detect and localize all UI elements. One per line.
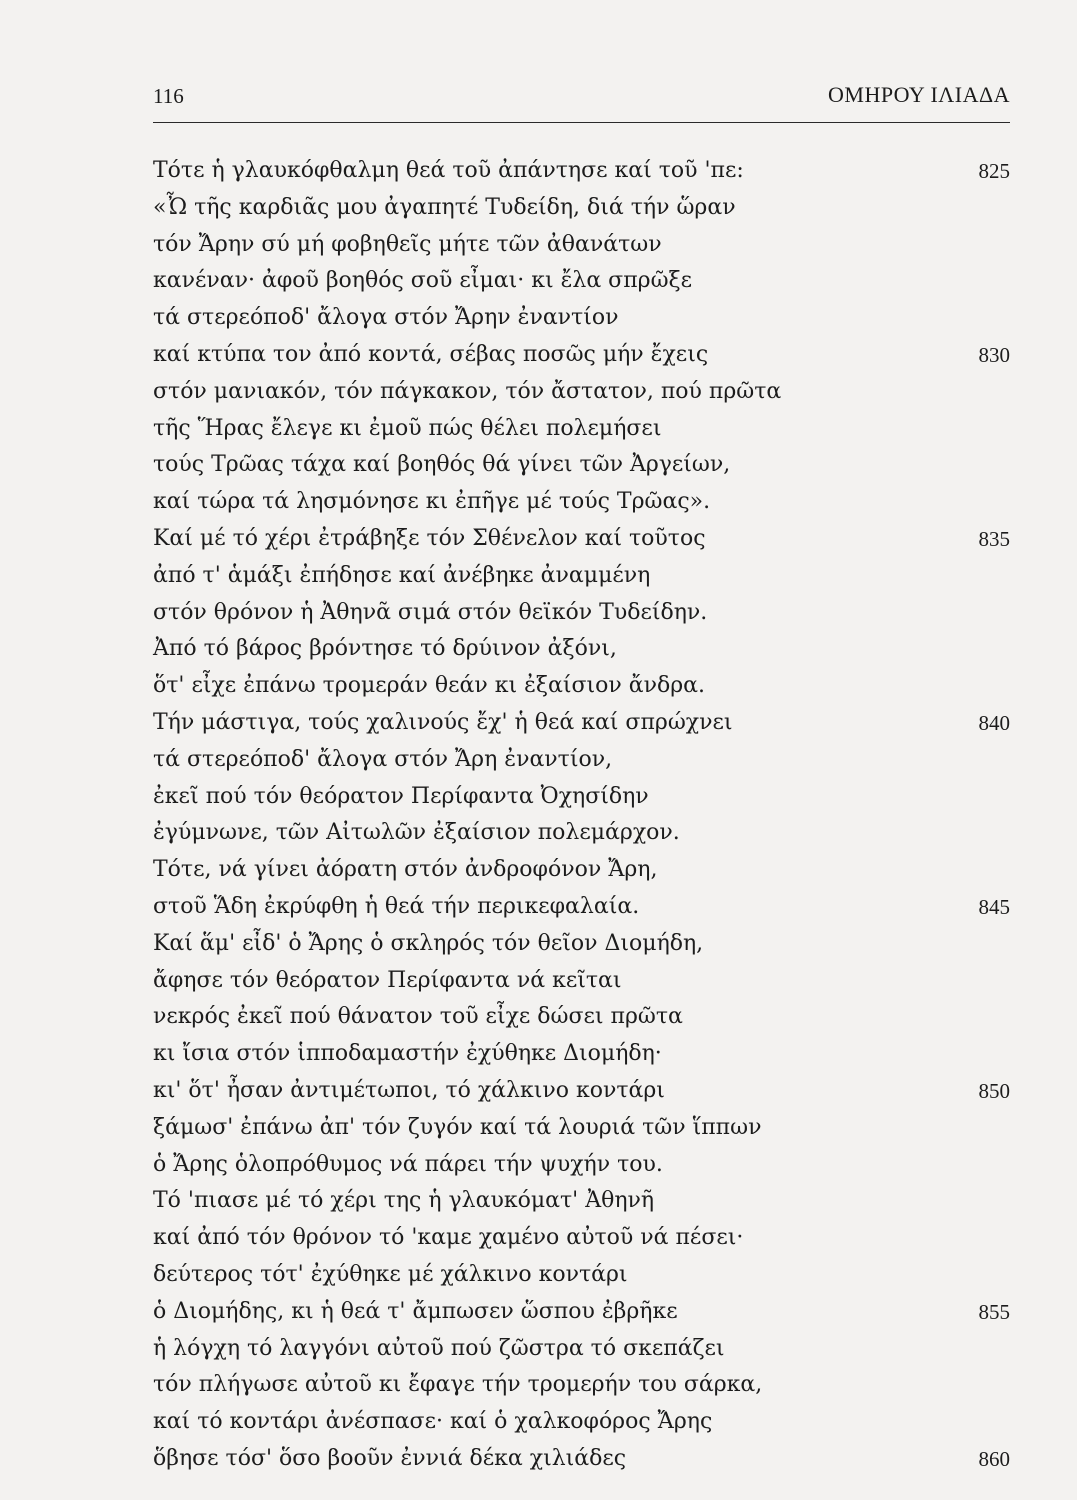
verse-line: [153, 600, 1010, 637]
line-number: 835: [978, 526, 1010, 551]
verse-text: καί ἀπό τόν θρόνον τό 'καμε χαμένο αὐτοῦ νά πέσει·: [153, 1225, 744, 1251]
verse-line: [153, 526, 1010, 563]
verse-line: [153, 784, 1010, 821]
verse-line: [153, 342, 1010, 379]
verse-text: ὁ Διομήδης, κι ἡ θεά τ' ἄμπωσεν ὥσπου ἐβρῆκε: [153, 1298, 678, 1324]
line-number: 845: [978, 894, 1010, 919]
verse-text: Τότε ἡ γλαυκόφθαλμη θεά τοῦ ἀπάντησε καί τοῦ 'πε:: [153, 158, 744, 183]
verse-text: Τήν μάστιγα, τούς χαλινούς ἔχ' ἡ θεά καί σπρώχνει: [153, 709, 733, 735]
verse-line: [153, 1262, 1010, 1299]
verse-text: τόν πλήγωσε αὐτοῦ κι ἔφαγε τήν τρομερήν του σάρκα,: [153, 1372, 763, 1398]
page-header: [153, 70, 1010, 123]
verse-line: [153, 1225, 1010, 1262]
verse-line: [153, 379, 1010, 416]
verse-text: Τό 'πιασε μέ τό χέρι της ἡ γλαυκόματ' Ἀθηνῆ: [153, 1188, 655, 1214]
verse-line: [153, 195, 1010, 232]
verse-text: καί τό κοντάρι ἀνέσπασε· καί ὁ χαλκοφόρος Ἄρης: [153, 1409, 713, 1435]
verse-line: [153, 158, 1010, 195]
verse-text: Καί μέ τό χέρι ἐτράβηξε τόν Σθένελον καί τοῦτος: [153, 525, 706, 551]
verse-text: Καί ἅμ' εἶδ' ὁ Ἄρης ὁ σκληρός τόν θεῖον Διομήδη,: [153, 930, 704, 956]
verse-text: στοῦ Ἅδη ἐκρύφθη ἡ θεά τήν περικεφαλαία.: [153, 893, 640, 919]
verse-text: ἡ λόγχη τό λαγγόνι αὐτοῦ πού ζῶστρα τό σκεπάζει: [153, 1335, 725, 1361]
verse-line: [153, 857, 1010, 894]
verse-line: [153, 710, 1010, 747]
verse-text: ὅβησε τόσ' ὅσο βοοῦν ἐννιά δέκα χιλιάδες: [153, 1445, 627, 1471]
verse-line: [153, 489, 1010, 526]
verse-text: ἀπό τ' ἁμάξι ἐπήδησε καί ἀνέβηκε ἀναμμένη: [153, 562, 651, 588]
verse-text: στόν θρόνον ἡ Ἀθηνᾶ σιμά στόν θεϊκόν Τυδείδην.: [153, 599, 708, 625]
line-number: 825: [978, 159, 1010, 183]
verse-line: [153, 452, 1010, 489]
verse-text: καί κτύπα τον ἀπό κοντά, σέβας ποσῶς μήν ἔχεις: [153, 341, 709, 367]
line-number: 855: [978, 1299, 1010, 1324]
verse-text: κι ἴσια στόν ἱπποδαμαστήν ἐχύθηκε Διομήδη·: [153, 1041, 662, 1067]
line-number: 850: [978, 1078, 1010, 1103]
verse-line: [153, 305, 1010, 342]
verse-text: δεύτερος τότ' ἐχύθηκε μέ χάλκινο κοντάρι: [153, 1261, 628, 1287]
verse-text: κανέναν· ἀφοῦ βοηθός σοῦ εἶμαι· κι ἔλα σπρῶξε: [153, 268, 693, 294]
page-number: 116: [153, 84, 184, 108]
verse-line: [153, 1188, 1010, 1225]
verse-line: [153, 1041, 1010, 1078]
verse-line: [153, 1409, 1010, 1446]
verse-line: [153, 232, 1010, 269]
verse-line: [153, 931, 1010, 968]
verse-text: τόν Ἄρην σύ μή φοβηθεῖς μήτε τῶν ἀθανάτων: [153, 231, 662, 257]
verse-line: [153, 1446, 1010, 1483]
verse-line: [153, 1372, 1010, 1409]
verse-line: [153, 894, 1010, 931]
line-number: 830: [978, 342, 1010, 367]
verse-line: [153, 416, 1010, 453]
verse-text: ἐκεῖ πού τόν θεόρατον Περίφαντα Ὀχησίδην: [153, 783, 649, 809]
verse-text: τούς Τρῶας τάχα καί βοηθός θά γίνει τῶν Ἀργείων,: [153, 452, 731, 478]
line-number: 840: [978, 710, 1010, 735]
verse-line: [153, 268, 1010, 305]
verse-text: ὅτ' εἶχε ἐπάνω τρομεράν θεάν κι ἐξαίσιον ἄνδρα.: [153, 673, 705, 699]
verse-text: τά στερεόποδ' ἄλογα στόν Ἄρη ἐναντίον,: [153, 746, 613, 772]
verse-line: [153, 563, 1010, 600]
verse-text: ἄφησε τόν θεόρατον Περίφαντα νά κεῖται: [153, 967, 622, 993]
verse-text: «Ὦ τῆς καρδιᾶς μου ἀγαπητέ Τυδείδη, διά τήν ὥραν: [153, 194, 736, 220]
verse-text: κι' ὅτ' ἦσαν ἀντιμέτωποι, τό χάλκινο κοντάρι: [153, 1077, 665, 1103]
verse-block: [153, 158, 1010, 1483]
verse-text: τῆς Ἥρας ἔλεγε κι ἐμοῦ πώς θέλει πολεμήσει: [153, 415, 662, 441]
verse-line: [153, 968, 1010, 1005]
verse-line: [153, 1299, 1010, 1336]
verse-text: τά στερεόποδ' ἄλογα στόν Ἄρην ἐναντίον: [153, 305, 619, 331]
verse-line: [153, 820, 1010, 857]
verse-line: [153, 1336, 1010, 1373]
verse-text: Ἀπό τό βάρος βρόντησε τό δρύινον ἀξόνι,: [153, 636, 617, 662]
verse-text: ξάμωσ' ἐπάνω ἀπ' τόν ζυγόν καί τά λουριά τῶν ἵππων: [153, 1114, 762, 1140]
verse-text: Τότε, νά γίνει ἀόρατη στόν ἀνδροφόνον Ἄρη,: [153, 857, 658, 883]
verse-line: [153, 1152, 1010, 1189]
verse-text: νεκρός ἐκεῖ πού θάνατον τοῦ εἶχε δώσει πρῶτα: [153, 1004, 683, 1030]
verse-text: στόν μανιακόν, τόν πάγκακον, τόν ἄστατον, πού πρῶτα: [153, 378, 782, 404]
verse-line: [153, 747, 1010, 784]
verse-line: [153, 1078, 1010, 1115]
verse-line: [153, 1004, 1010, 1041]
running-title: ΟΜΗΡΟΥ ΙΛΙΑΔΑ: [828, 82, 1010, 107]
verse-line: [153, 673, 1010, 710]
verse-line: [153, 636, 1010, 673]
verse-text: ὁ Ἄρης ὁλοπρόθυμος νά πάρει τήν ψυχήν του.: [153, 1151, 663, 1177]
verse-line: [153, 1115, 1010, 1152]
verse-text: ἐγύμνωνε, τῶν Αἰτωλῶν ἐξαίσιον πολεμάρχον.: [153, 820, 680, 846]
line-number: 860: [978, 1446, 1010, 1471]
verse-text: καί τώρα τά λησμόνησε κι ἐπῆγε μέ τούς Τρῶας».: [153, 489, 711, 515]
